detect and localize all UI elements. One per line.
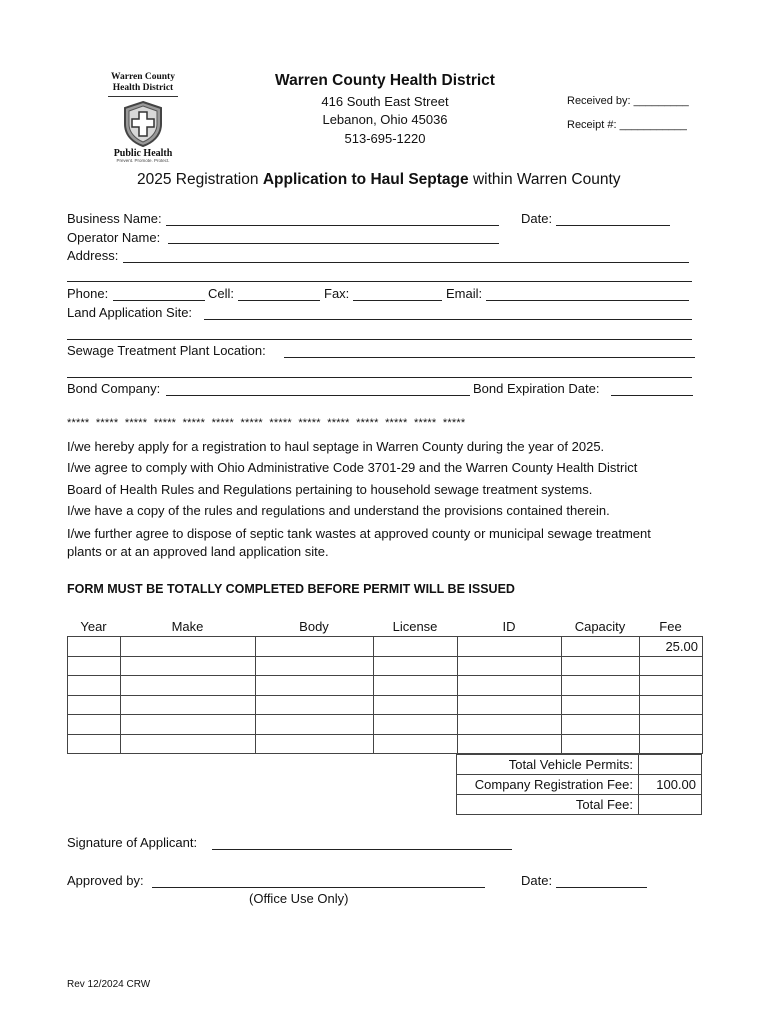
email-field[interactable] bbox=[486, 300, 689, 301]
date-field[interactable] bbox=[556, 225, 670, 226]
cell-year[interactable] bbox=[68, 715, 121, 735]
cell-id[interactable] bbox=[458, 656, 562, 676]
bond-expiration-label: Bond Expiration Date: bbox=[473, 381, 600, 396]
signature-field[interactable] bbox=[212, 849, 512, 850]
cell-body[interactable] bbox=[256, 656, 374, 676]
table-row bbox=[457, 755, 702, 775]
office-use-note: (Office Use Only) bbox=[249, 891, 349, 906]
business-name-label: Business Name: bbox=[67, 211, 162, 226]
cell-field[interactable] bbox=[238, 300, 320, 301]
total-fee-label: Total Fee: bbox=[457, 795, 639, 815]
asterisk-separator: ***** ***** ***** ***** ***** ***** ***** ***** ***** ***** ***** ***** ***** ***** bbox=[67, 417, 466, 429]
table-row bbox=[68, 695, 703, 715]
sewage-plant-field-line1[interactable] bbox=[284, 357, 695, 358]
org-address-street: 416 South East Street bbox=[321, 94, 449, 109]
signature-label: Signature of Applicant: bbox=[67, 835, 198, 850]
receipt-number-field[interactable]: Receipt #: ___________ bbox=[567, 119, 687, 131]
cell-fee[interactable] bbox=[640, 676, 703, 696]
approved-by-field[interactable] bbox=[152, 887, 485, 888]
statement-6: plants or at an approved land application site. bbox=[67, 544, 329, 559]
cell-license[interactable] bbox=[374, 695, 458, 715]
shield-cross-icon bbox=[121, 100, 165, 148]
col-header-make: Make bbox=[171, 619, 204, 634]
totals-table bbox=[456, 754, 702, 815]
cell-fee[interactable] bbox=[640, 695, 703, 715]
operator-name-field[interactable] bbox=[168, 243, 499, 244]
table-row bbox=[457, 795, 702, 815]
col-header-fee: Fee bbox=[659, 619, 682, 634]
logo bbox=[104, 72, 182, 164]
approved-by-label: Approved by: bbox=[67, 873, 144, 888]
cell-fee[interactable] bbox=[640, 656, 703, 676]
land-application-site-field-line2[interactable] bbox=[67, 339, 692, 340]
table-row bbox=[68, 656, 703, 676]
cell-year[interactable] bbox=[68, 676, 121, 696]
cell-capacity[interactable] bbox=[562, 734, 640, 754]
cell-fee[interactable] bbox=[640, 734, 703, 754]
business-name-field[interactable] bbox=[166, 225, 499, 226]
cell-id[interactable] bbox=[458, 637, 562, 657]
col-header-license: License bbox=[392, 619, 438, 634]
logo-public-health: Public Health bbox=[113, 148, 173, 159]
org-address-city: Lebanon, Ohio 45036 bbox=[322, 112, 448, 127]
org-phone: 513-695-1220 bbox=[344, 131, 426, 146]
company-registration-fee-label: Company Registration Fee: bbox=[457, 775, 639, 795]
statement-4: I/we have a copy of the rules and regulations and understand the provisions contained therein. bbox=[67, 503, 610, 518]
approval-date-field[interactable] bbox=[556, 887, 647, 888]
cell-body[interactable] bbox=[256, 637, 374, 657]
logo-divider bbox=[108, 96, 178, 97]
cell-fee[interactable] bbox=[640, 715, 703, 735]
cell-license[interactable] bbox=[374, 734, 458, 754]
cell-body[interactable] bbox=[256, 676, 374, 696]
land-application-site-field-line1[interactable] bbox=[204, 319, 692, 320]
cell-label: Cell: bbox=[208, 286, 235, 301]
cell-id[interactable] bbox=[458, 734, 562, 754]
sewage-plant-field-line2[interactable] bbox=[67, 377, 692, 378]
completion-notice: FORM MUST BE TOTALLY COMPLETED BEFORE PERMIT WILL BE ISSUED bbox=[67, 582, 515, 596]
form-title-bold: Application to Haul Septage bbox=[262, 171, 469, 188]
cell-body[interactable] bbox=[256, 715, 374, 735]
table-row bbox=[68, 734, 703, 754]
land-application-site-label: Land Application Site: bbox=[67, 305, 193, 320]
table-row bbox=[457, 775, 702, 795]
bond-company-label: Bond Company: bbox=[67, 381, 161, 396]
address-field-line2[interactable] bbox=[67, 281, 692, 282]
logo-tagline: Prevent. Promote. Protect. bbox=[116, 158, 170, 163]
cell-id[interactable] bbox=[458, 715, 562, 735]
table-row bbox=[68, 676, 703, 696]
cell-license[interactable] bbox=[374, 715, 458, 735]
cell-year[interactable] bbox=[68, 734, 121, 754]
date-label: Date: bbox=[521, 211, 553, 226]
cell-make[interactable] bbox=[121, 715, 256, 735]
org-name: Warren County Health District bbox=[275, 72, 495, 89]
form-title-prefix: 2025 Registration bbox=[137, 171, 263, 188]
address-field-line1[interactable] bbox=[123, 262, 689, 263]
statement-5: I/we further agree to dispose of septic tank wastes at approved county or municipal sewage treatment bbox=[67, 526, 651, 541]
fax-field[interactable] bbox=[353, 300, 442, 301]
cell-id[interactable] bbox=[458, 676, 562, 696]
cell-capacity[interactable] bbox=[562, 715, 640, 735]
form-title-suffix: within Warren County bbox=[468, 171, 621, 188]
cell-make[interactable] bbox=[121, 695, 256, 715]
cell-capacity[interactable] bbox=[562, 695, 640, 715]
vehicle-table bbox=[67, 636, 703, 754]
approval-date-label: Date: bbox=[521, 873, 553, 888]
cell-body[interactable] bbox=[256, 695, 374, 715]
statement-1: I/we hereby apply for a registration to haul septage in Warren County during the year of 2025. bbox=[67, 439, 605, 454]
company-registration-fee-value: 100.00 bbox=[639, 775, 702, 795]
cell-make[interactable] bbox=[121, 676, 256, 696]
col-header-capacity: Capacity bbox=[574, 619, 626, 634]
table-row bbox=[68, 715, 703, 735]
total-vehicle-permits-label: Total Vehicle Permits: bbox=[457, 755, 639, 775]
cell-body[interactable] bbox=[256, 734, 374, 754]
cell-capacity[interactable] bbox=[562, 637, 640, 657]
cell-license[interactable] bbox=[374, 656, 458, 676]
col-header-body: Body bbox=[299, 619, 329, 634]
bond-company-field[interactable] bbox=[166, 395, 470, 396]
cell-make[interactable] bbox=[121, 734, 256, 754]
fax-label: Fax: bbox=[324, 286, 350, 301]
logo-title-line1: Warren County bbox=[111, 72, 175, 82]
address-label: Address: bbox=[67, 248, 119, 263]
operator-name-label: Operator Name: bbox=[67, 230, 161, 245]
sewage-plant-label: Sewage Treatment Plant Location: bbox=[67, 343, 266, 358]
cell-year[interactable] bbox=[68, 637, 121, 657]
total-fee-value[interactable] bbox=[639, 795, 702, 815]
cell-license[interactable] bbox=[374, 676, 458, 696]
cell-year[interactable] bbox=[68, 695, 121, 715]
cell-make[interactable] bbox=[121, 656, 256, 676]
col-header-year: Year bbox=[80, 619, 107, 634]
form-title bbox=[137, 171, 621, 189]
cell-fee[interactable]: 25.00 bbox=[640, 637, 703, 657]
phone-field[interactable] bbox=[113, 300, 205, 301]
email-label: Email: bbox=[446, 286, 483, 301]
cell-license[interactable] bbox=[374, 637, 458, 657]
revision-footer: Rev 12/2024 CRW bbox=[67, 979, 151, 990]
cell-id[interactable] bbox=[458, 695, 562, 715]
table-row bbox=[68, 637, 703, 657]
received-by-field[interactable]: Received by: _________ bbox=[567, 95, 689, 107]
statement-2: I/we agree to comply with Ohio Administrative Code 3701-29 and the Warren County Health District bbox=[67, 460, 638, 475]
cell-year[interactable] bbox=[68, 656, 121, 676]
logo-title-line2: Health District bbox=[112, 83, 174, 93]
phone-label: Phone: bbox=[67, 286, 109, 301]
total-vehicle-permits-value[interactable] bbox=[639, 755, 702, 775]
statement-3: Board of Health Rules and Regulations pertaining to household sewage treatment systems. bbox=[67, 482, 593, 497]
cell-capacity[interactable] bbox=[562, 676, 640, 696]
bond-expiration-field[interactable] bbox=[611, 395, 693, 396]
col-header-id: ID bbox=[502, 619, 516, 634]
cell-capacity[interactable] bbox=[562, 656, 640, 676]
cell-make[interactable] bbox=[121, 637, 256, 657]
